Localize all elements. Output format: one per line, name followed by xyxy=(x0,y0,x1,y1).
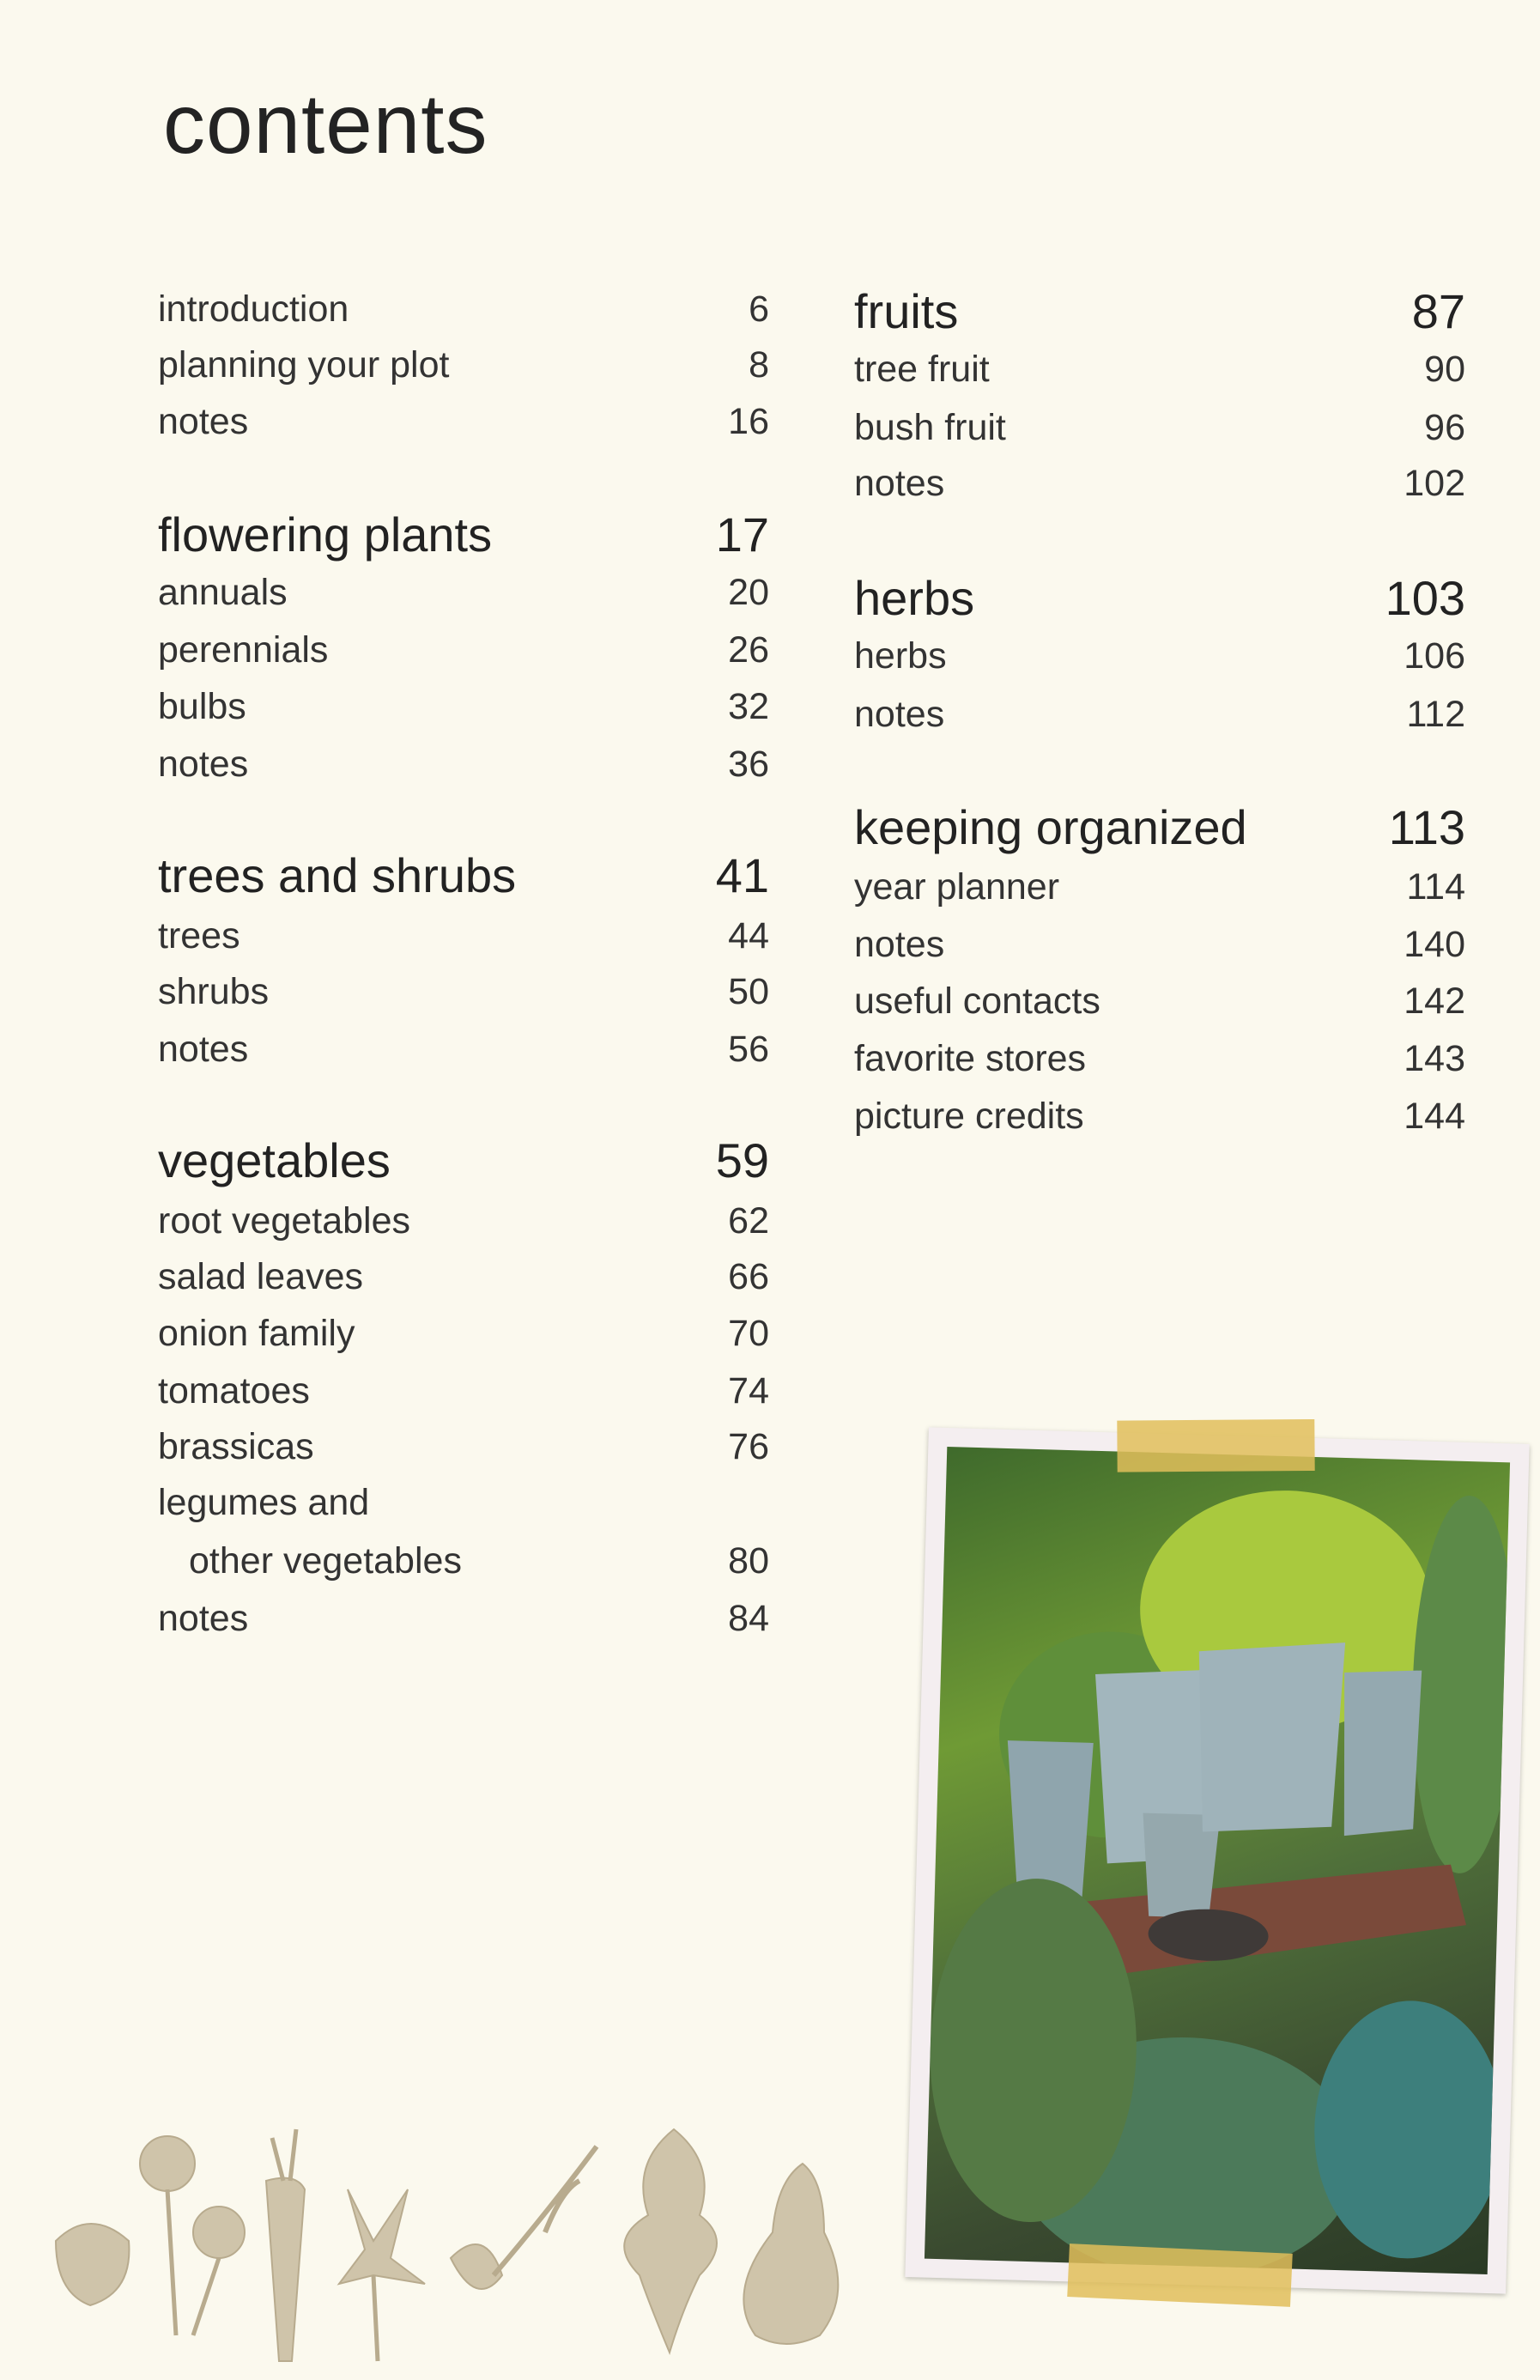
toc-entry-label: useful contacts xyxy=(854,981,1100,1022)
toc-entry-label: tree fruit xyxy=(854,349,990,390)
toc-entry-label: notes xyxy=(854,694,945,735)
toc-page-number: 140 xyxy=(1404,924,1465,965)
toc-entry-label: perennials xyxy=(158,629,329,671)
toc-entry-label: other vegetables xyxy=(189,1540,462,1582)
toc-page-number: 20 xyxy=(728,572,769,613)
toc-entry-label: salad leaves xyxy=(158,1256,364,1297)
toc-page-number: 50 xyxy=(728,971,769,1012)
toc-entry-label: annuals xyxy=(158,572,288,613)
toc-entry-label: favorite stores xyxy=(854,1038,1087,1079)
toc-entry xyxy=(854,924,1465,966)
toc-entry-label: legumes and xyxy=(158,1482,370,1523)
toc-page-number: 59 xyxy=(715,1133,769,1187)
toc-entry xyxy=(158,344,769,386)
toc-page-number: 112 xyxy=(1406,694,1465,735)
toc-page-number: 142 xyxy=(1404,981,1465,1022)
carrot-icon xyxy=(266,2178,305,2361)
toc-entry-label: keeping organized xyxy=(854,800,1247,854)
toc-page-number: 90 xyxy=(1424,349,1465,390)
toc-page-number: 114 xyxy=(1406,866,1465,908)
botanical-illustrations xyxy=(47,2112,854,2370)
toc-entry xyxy=(158,915,769,957)
toc-entry xyxy=(158,629,769,671)
toc-entry-label: shrubs xyxy=(158,971,270,1012)
toc-page-number: 66 xyxy=(728,1256,769,1297)
toc-page-number: 17 xyxy=(715,507,769,562)
toc-entry-label: notes xyxy=(158,1598,249,1639)
toc-page-number: 113 xyxy=(1388,800,1465,854)
toc-entry xyxy=(158,1029,769,1071)
toc-entry xyxy=(158,971,769,1013)
toc-entry-label: trees xyxy=(158,915,240,956)
toc-entry-label: notes xyxy=(158,1029,249,1070)
toc-section-heading xyxy=(854,283,1465,339)
toc-page-number: 87 xyxy=(1411,284,1465,338)
toc-section-heading xyxy=(854,570,1465,626)
toc-entry-label: notes xyxy=(854,924,945,965)
toc-page-number: 6 xyxy=(749,288,769,330)
toc-page-number: 32 xyxy=(728,686,769,727)
toc-page-number: 44 xyxy=(728,915,769,956)
toc-entry-label: onion family xyxy=(158,1313,355,1354)
toc-entry-label: bulbs xyxy=(158,686,246,727)
flower-icon xyxy=(451,2244,502,2289)
toc-entry xyxy=(158,1370,769,1412)
toc-section-heading xyxy=(854,799,1465,855)
toc-page-number: 106 xyxy=(1404,635,1465,677)
toc-entry-label: herbs xyxy=(854,635,947,677)
toc-entry-label: notes xyxy=(854,463,945,504)
tape-bottom xyxy=(1067,2243,1293,2307)
toc-page-number: 76 xyxy=(728,1426,769,1467)
toc-entry-label: bush fruit xyxy=(854,407,1006,448)
toc-page-number: 41 xyxy=(715,848,769,902)
toc-entry xyxy=(158,572,769,614)
strawberry-icon xyxy=(56,2224,129,2305)
toc-page-number: 8 xyxy=(749,344,769,386)
toc-page-number: 62 xyxy=(728,1200,769,1242)
toc-page-number: 26 xyxy=(728,629,769,671)
toc-entry xyxy=(854,349,1465,391)
toc-entry xyxy=(854,694,1465,736)
toc-entry xyxy=(158,1540,769,1582)
toc-entry xyxy=(854,1096,1465,1138)
toc-entry xyxy=(854,866,1465,908)
toc-entry-label: herbs xyxy=(854,571,975,625)
toc-entry xyxy=(158,1313,769,1355)
toc-entry xyxy=(854,1038,1465,1080)
toc-page-number: 144 xyxy=(1404,1096,1465,1137)
toc-entry-label: tomatoes xyxy=(158,1370,310,1412)
toc-entry xyxy=(158,1426,769,1468)
toc-entry xyxy=(158,1482,769,1524)
toc-entry-label: introduction xyxy=(158,288,349,330)
toc-entry xyxy=(158,401,769,443)
toc-entry xyxy=(158,744,769,786)
toc-section-heading xyxy=(158,1132,769,1188)
toc-entry xyxy=(158,288,769,331)
tape-top xyxy=(1117,1419,1314,1472)
lily-icon xyxy=(339,2189,425,2284)
toc-entry-label: notes xyxy=(158,744,249,785)
garden-photo xyxy=(905,1427,1529,2293)
toc-entry-label: flowering plants xyxy=(158,507,493,562)
toc-page-number: 36 xyxy=(728,744,769,785)
toc-entry xyxy=(854,407,1465,449)
toc-page-number: 70 xyxy=(728,1313,769,1354)
pear-icon xyxy=(743,2164,838,2344)
toc-section-heading xyxy=(158,847,769,903)
toc-page-number: 80 xyxy=(728,1540,769,1582)
toc-entry-label: planning your plot xyxy=(158,344,450,386)
toc-section-heading xyxy=(158,507,769,562)
toc-page-number: 102 xyxy=(1404,463,1465,504)
toc-entry-label: picture credits xyxy=(854,1096,1084,1137)
toc-page-number: 103 xyxy=(1385,571,1465,625)
toc-page-number: 96 xyxy=(1424,407,1465,448)
toc-entry-label: notes xyxy=(158,401,249,442)
oak-leaf-icon xyxy=(624,2129,717,2353)
toc-entry xyxy=(158,686,769,728)
toc-entry-label: trees and shrubs xyxy=(158,848,517,902)
toc-entry xyxy=(158,1598,769,1640)
toc-entry-label: year planner xyxy=(854,866,1060,908)
toc-entry-label: fruits xyxy=(854,284,959,338)
toc-page-number: 74 xyxy=(728,1370,769,1412)
toc-entry xyxy=(854,981,1465,1023)
page-title: contents xyxy=(163,76,488,171)
toc-page-number: 56 xyxy=(728,1029,769,1070)
toc-entry xyxy=(854,463,1465,505)
toc-entry-label: vegetables xyxy=(158,1133,391,1187)
toc-entry xyxy=(158,1256,769,1298)
toc-page-number: 84 xyxy=(728,1598,769,1639)
toc-entry xyxy=(854,635,1465,677)
toc-page-number: 143 xyxy=(1404,1038,1465,1079)
toc-entry xyxy=(158,1200,769,1242)
toc-entry-label: brassicas xyxy=(158,1426,314,1467)
toc-page-number: 16 xyxy=(728,401,769,442)
rose-icon xyxy=(140,2136,195,2191)
toc-entry-label: root vegetables xyxy=(158,1200,411,1242)
